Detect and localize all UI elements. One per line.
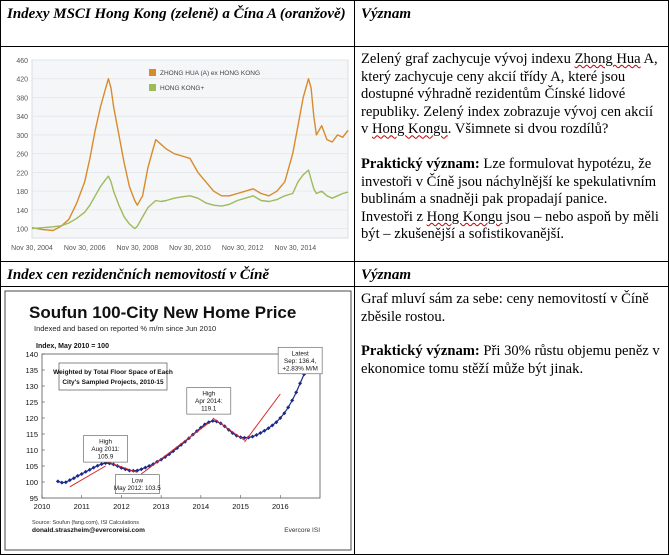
housing-description: Graf mluví sám za sebe: ceny nemovitostí v Číně zběsile rostou. [361, 291, 649, 325]
y-tick-label: 180 [16, 189, 28, 197]
y-tick-label: 380 [16, 95, 28, 103]
housing-price-chart [2, 288, 354, 554]
x-tick-label: Nov 30, 2008 [116, 245, 159, 252]
annotation-text: Low [131, 477, 144, 485]
header-cell-msci [0, 0, 355, 47]
legend-swatch [149, 69, 156, 76]
text-cell-meaning-1 [354, 46, 669, 262]
x-tick-label: Nov 30, 2006 [63, 245, 106, 252]
y-tick-label: 135 [25, 366, 38, 375]
header-msci-title: Indexy MSCI Hong Kong (zeleně) a Čína A (oranžově) [7, 6, 346, 22]
y-tick-label: 140 [25, 350, 38, 359]
header-meaning-title-1: Význam [361, 6, 412, 22]
text-cell-meaning-2 [354, 286, 669, 555]
y-tick-label: 420 [16, 76, 28, 84]
y-tick-label: 100 [16, 226, 28, 234]
chart-cell-housing [0, 286, 355, 555]
annotation-text: May 2012: 103.5 [113, 485, 161, 493]
annotation-text: High [202, 390, 216, 398]
chart-title: Soufun 100-City New Home Price [29, 303, 297, 322]
y-tick-label: 460 [16, 58, 28, 65]
header-cell-meaning-1 [354, 0, 669, 47]
legend-box-text: City's Sampled Projects, 2010-15 [62, 379, 164, 386]
annotation-high-2014 [187, 388, 231, 415]
annotation-text: 105.9 [97, 453, 114, 461]
y-tick-label: 260 [16, 151, 28, 159]
chart-subtitle: Indexed and based on reported % m/m since Jun 2010 [34, 324, 217, 333]
y-tick-label: 120 [25, 414, 38, 423]
x-tick-label: 2012 [113, 502, 130, 511]
annotation-text: Sep: 136.4, [284, 357, 317, 365]
annotation-text: Aug 2011: [91, 446, 120, 454]
x-tick-label: Nov 30, 2010 [169, 245, 211, 252]
contact-email: donald.straszheim@evercoreisi.com [32, 527, 145, 534]
annotation-text: Latest [291, 350, 309, 358]
y-axis-label: Index, May 2010 = 100 [36, 343, 109, 350]
header-housing-title: Index cen rezidenčních nemovitostí v Číně [7, 267, 270, 283]
y-tick-label: 140 [16, 207, 28, 215]
msci-index-chart [2, 48, 354, 261]
y-tick-label: 100 [25, 478, 38, 487]
legend-swatch [149, 84, 156, 91]
legend-label: ZHONG HUA (A) ex HONG KONG [160, 70, 261, 77]
y-tick-label: 105 [25, 462, 38, 471]
y-tick-label: 125 [25, 398, 38, 407]
brand-label: Evercore ISI [284, 527, 320, 534]
header-cell-housing [0, 261, 355, 287]
header-meaning-title-2: Význam [361, 267, 412, 283]
msci-description: Zelený graf zachycuje vývoj indexu Zhong Hua A, který zachycuje ceny akcií třídy A, které jsou dostupné výhradně rezidentům Čínské lidové republiky. Zelený index zobrazuje vývoj cen akcií v Hong Kongu. Všimnete si dvou rozdílů? [361, 51, 658, 138]
x-tick-label: 2010 [33, 502, 51, 511]
y-tick-label: 220 [16, 170, 28, 178]
msci-practical: Praktický význam: Lze formulovat hypotézu, že investoři v Číně jsou náchylnější ke spekulativním bublinám a snadněji pak propadají panice. Investoři z Hong Kongu jsou – nebo aspoň by měli být – zkušenější a sofistikovanější. [361, 155, 659, 243]
housing-practical: Praktický význam: Při 30% růstu objemu peněz v ekonomice tomu stěží může být jinak. [361, 343, 660, 377]
annotation-text: High [99, 438, 113, 446]
x-tick-label: 2015 [232, 502, 249, 511]
source-note: Source: Soufun (fang.com), ISI Calculations [32, 520, 139, 526]
chart-cell-msci [0, 46, 355, 262]
x-tick-label: 2016 [271, 502, 289, 511]
header-cell-meaning-2 [354, 261, 669, 287]
x-tick-label: Nov 30, 2014 [274, 245, 317, 252]
y-tick-label: 115 [26, 430, 38, 439]
legend-box-text: Weighted by Total Floor Space of Each [53, 369, 173, 376]
annotation-high-2011 [84, 436, 128, 463]
y-tick-label: 130 [25, 382, 38, 391]
x-tick-label: 2014 [192, 502, 210, 511]
y-tick-label: 340 [16, 114, 28, 122]
annotation-low-2012 [114, 475, 161, 494]
annotation-text: +2.83% M/M [282, 365, 318, 373]
x-tick-label: 2011 [73, 502, 90, 511]
annotation-latest [278, 347, 322, 374]
y-tick-label: 110 [26, 446, 38, 455]
y-tick-label: 300 [16, 132, 28, 140]
annotation-text: Apr 2014: [195, 398, 223, 406]
legend-label: HONG KONG+ [160, 85, 205, 92]
y-tick-label: 95 [29, 494, 38, 503]
x-tick-label: Nov 30, 2004 [11, 245, 53, 252]
x-tick-label: Nov 30, 2012 [221, 245, 264, 252]
annotation-text: 119.1 [201, 405, 217, 413]
x-tick-label: 2013 [152, 502, 170, 511]
